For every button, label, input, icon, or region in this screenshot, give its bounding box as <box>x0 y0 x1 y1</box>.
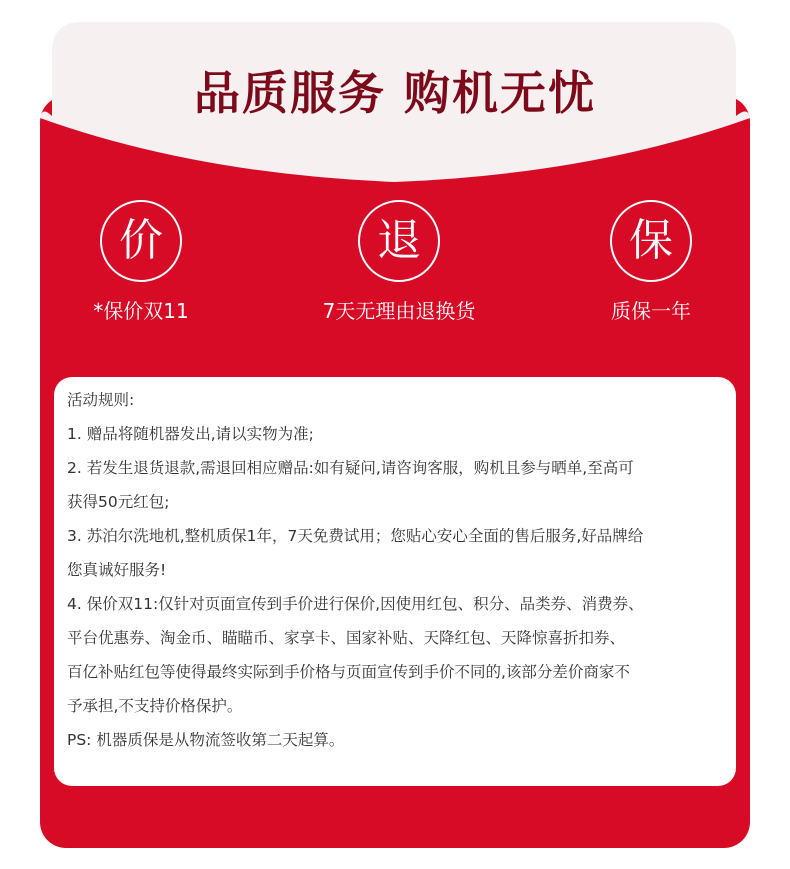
rule-line: 4. 保价双11:仅针对页面宣传到手价进行保价,因使用红包、积分、品类券、消费券、 <box>67 595 644 613</box>
feature-caption: *保价双11 <box>93 299 189 323</box>
rule-line: 百亿补贴红包等使得最终实际到手价格与页面宣传到手价不同的,该部分差价商家不 <box>67 663 630 681</box>
warranty-icon: 保 <box>610 200 692 282</box>
return-icon: 退 <box>358 200 440 282</box>
rule-line: 平台优惠券、淘金币、瞄瞄币、家享卡、国家补贴、天降红包、天降惊喜折扣券、 <box>67 629 626 647</box>
rule-line: 获得50元红包; <box>67 493 170 511</box>
price-icon: 价 <box>100 200 182 282</box>
rules-heading: 活动规则: <box>67 391 135 409</box>
rule-line: 1. 赠品将随机器发出,请以实物为准; <box>67 425 314 443</box>
feature-return <box>269 200 529 326</box>
feature-warranty <box>521 200 781 326</box>
rules-note: PS: 机器质保是从物流签收第二天起算。 <box>67 731 345 749</box>
rule-line: 2. 若发生退货退款,需退回相应赠品:如有疑问,请咨询客服，购机且参与晒单,至高可 <box>67 459 634 477</box>
feature-price-protection <box>11 200 271 326</box>
rules-panel <box>54 377 736 786</box>
rule-line: 您真诚好服务! <box>67 561 167 579</box>
page-title: 品质服务 购机无忧 <box>193 66 596 120</box>
feature-caption: 7天无理由退换货 <box>322 299 476 323</box>
rule-line: 3. 苏泊尔洗地机,整机质保1年，7天免费试用；您贴心安心全面的售后服务,好品牌给 <box>67 527 644 545</box>
feature-caption: 质保一年 <box>611 299 691 323</box>
rule-line: 予承担,不支持价格保护。 <box>67 697 243 715</box>
